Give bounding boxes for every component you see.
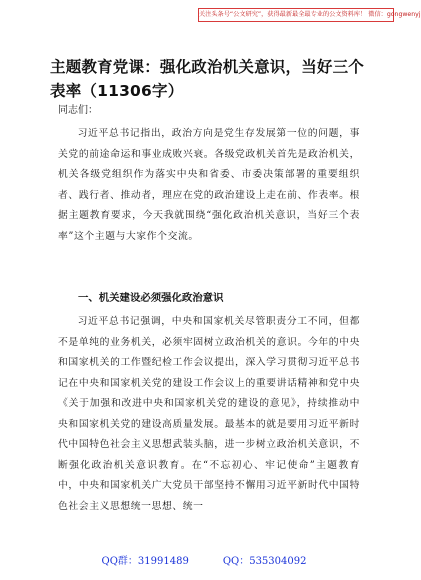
- promo-banner-text: 关注头条号“公文研究”，获得最新最全最专业的公文资料库！ 微信：gongwenyj: [199, 11, 421, 18]
- footer-qq-number: QQ：535304092: [222, 556, 307, 567]
- paragraph-intro: 习近平总书记指出，政治方向是党生存发展第一位的问题，事关党的前途命运和事业成败兴衰。各级党政机关首先是政治机关，机关各级党组织作为落实中央和省委、市委决策部署的重要组织者、践行者、推动者，理应在党的政治建设上走在前、作表率。根据主题教育要求，今天我就围绕“强化政治机关意识，当好三个表率”这个主题与大家作个交流。: [58, 128, 360, 242]
- paragraph-section-one: 习近平总书记强调，中央和国家机关尽管职责分工不同，但都不是单纯的业务机关，必须牢固树立政治机关的意识。今年的中央和国家机关的工作暨纪检工作会议提出，深入学习贯彻习近平总书记在中央和国家机关党的建设工作会议上的重要讲话精神和党中央《关于加强和改进中央和国家机关党的建设的意见》，持续推动中央和国家机关党的建设高质量发展。最基本的就是要用习近平新时代中国特色社会主义思想武装头脑，进一步树立政治机关意识，不断强化政治机关意识教育。在“不忘初心、牢记使命”主题教育中，中央和国家机关广大党员干部坚持不懈用习近平新时代中国特色社会主义思想统一思想、统一: [58, 316, 360, 512]
- page-footer: [0, 552, 408, 567]
- section-heading: 一、机关建设必须强化政治意识: [78, 292, 224, 304]
- footer-qq-group: QQ群：31991489: [101, 556, 189, 567]
- greeting: 同志们：: [58, 105, 98, 116]
- promo-banner: [198, 8, 421, 22]
- document-title: 主题教育党课：强化政治机关意识，当好三个表率（11306字）: [50, 58, 365, 100]
